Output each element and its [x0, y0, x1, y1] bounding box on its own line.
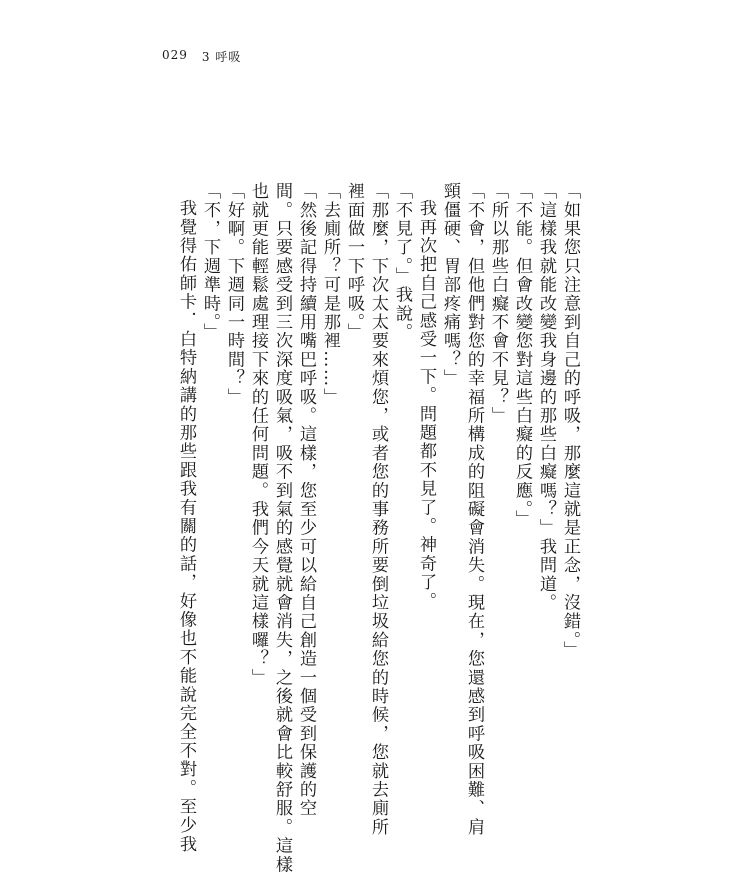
text-column: 「如果您只注意到自己的呼吸，那麼這就是正念，沒錯。」 — [560, 182, 580, 660]
text-column: 「好啊。下週同一時間？」 — [224, 182, 244, 407]
text-column: 「然後記得持續用嘴巴呼吸。這樣，您至少可以給自己創造一個受到保護的空 — [296, 182, 316, 818]
text-column: 頸僵硬、胃部疼痛嗎？」 — [440, 182, 460, 388]
text-column: 間。只要感受到三次深度吸氣，吸不到氣的感覺就會消失，之後就會比較舒服。這樣 — [272, 182, 292, 874]
page-number: 029 — [162, 48, 188, 62]
text-column: 也就更能輕鬆處理接下來的任何問題。我們今天就這樣囉？」 — [248, 182, 268, 687]
text-column: 裡面做一下呼吸。」 — [344, 182, 364, 342]
vertical-text-body — [174, 182, 582, 874]
text-column: 「不能。但會改變您對這些白癡的反應。」 — [512, 182, 532, 529]
text-column: 「不，下週準時。」 — [200, 182, 220, 342]
text-column: 「那麼，下次太太要來煩您，或者您的事務所要倒垃圾給您的時候，您就去廁所 — [368, 182, 388, 837]
running-header — [162, 48, 241, 65]
text-column: 「不會，但他們對您的幸福所構成的阻礙會消失。現在，您還感到呼吸困難、肩 — [464, 182, 484, 837]
text-column: 「所以那些白癡不會不見？」 — [488, 182, 508, 426]
text-column: 「這樣我就能改變我身邊的那些白癡嗎？」我問道。 — [536, 182, 556, 613]
chapter-title: 3 呼吸 — [201, 50, 242, 64]
text-column: 「不見了。」我說。 — [392, 182, 412, 342]
text-column: 我再次把自己感受一下。問題都不見了。神奇了。 — [416, 199, 436, 611]
text-column: 我覺得佑師卡．白特納講的那些跟我有關的話，好像也不能說完全不對。至少我 — [176, 199, 196, 854]
text-column: 「去廁所？可是那裡……」 — [320, 182, 340, 407]
